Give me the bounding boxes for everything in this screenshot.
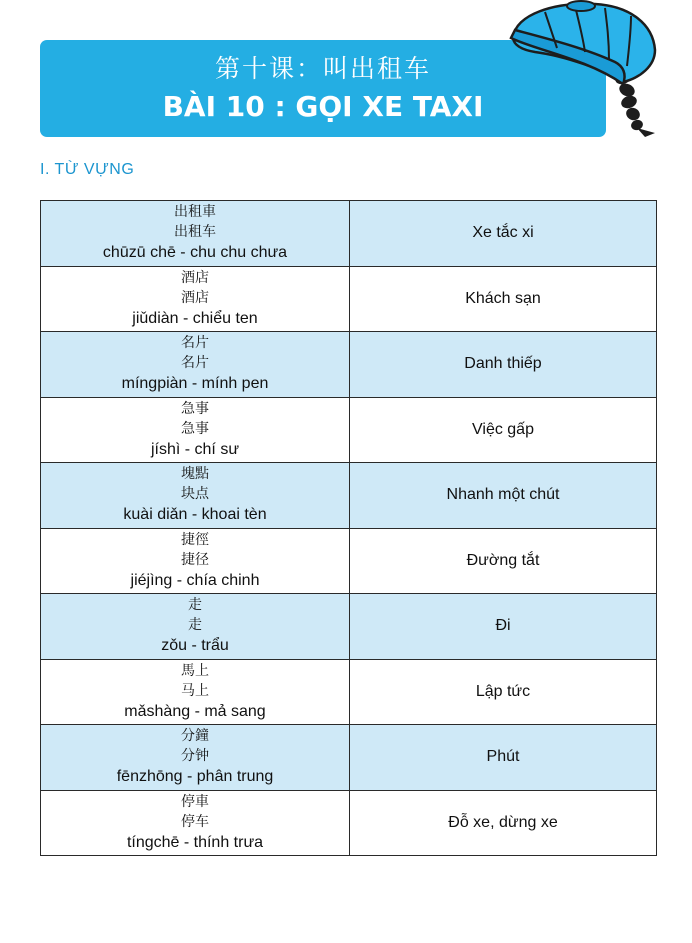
vocab-meaning-cell bbox=[350, 594, 657, 660]
vocab-row bbox=[41, 266, 657, 332]
vocab-term-cell bbox=[41, 725, 350, 791]
pinyin-pronunciation: jiǔdiàn - chiểu ten bbox=[132, 309, 258, 327]
lesson-title-vietnamese: BÀI 10 : GỌI XE TAXI bbox=[162, 90, 484, 123]
vocab-term-cell bbox=[41, 266, 350, 332]
simplified-chinese: 急事 bbox=[181, 420, 209, 437]
simplified-chinese: 马上 bbox=[181, 682, 209, 699]
simplified-chinese: 酒店 bbox=[181, 289, 209, 306]
vocab-term-cell bbox=[41, 594, 350, 660]
traditional-chinese: 捷徑 bbox=[181, 531, 209, 548]
traditional-chinese: 馬上 bbox=[181, 662, 209, 679]
vocab-term-cell bbox=[41, 332, 350, 398]
vocab-term-cell bbox=[41, 790, 350, 856]
vocab-term-cell bbox=[41, 463, 350, 529]
vocabulary-table bbox=[40, 200, 657, 856]
pinyin-pronunciation: míngpiàn - mính pen bbox=[121, 375, 269, 393]
vocab-row bbox=[41, 594, 657, 660]
section-heading-vocabulary: I. TỪ VỰNG bbox=[40, 161, 135, 178]
vocab-meaning-cell bbox=[350, 332, 657, 398]
vocab-row bbox=[41, 397, 657, 463]
vocab-meaning-cell bbox=[350, 725, 657, 791]
traditional-chinese: 停車 bbox=[181, 793, 209, 810]
traditional-chinese: 酒店 bbox=[181, 269, 209, 286]
vocab-meaning-cell bbox=[350, 528, 657, 594]
simplified-chinese: 块点 bbox=[181, 486, 209, 503]
pinyin-pronunciation: tíngchē - thính trưa bbox=[126, 833, 264, 851]
pinyin-pronunciation: mǎshàng - mả sang bbox=[124, 702, 266, 720]
vocab-meaning-cell bbox=[350, 659, 657, 725]
pinyin-pronunciation: zǒu - trẩu bbox=[161, 637, 229, 655]
pinyin-pronunciation: jiéjìng - chía chinh bbox=[130, 571, 260, 589]
simplified-chinese: 走 bbox=[188, 617, 202, 634]
lesson-title-chinese: 第十课：叫出租车 bbox=[214, 54, 431, 83]
simplified-chinese: 分钟 bbox=[181, 748, 209, 765]
vietnamese-meaning: Phút bbox=[486, 748, 520, 766]
vocab-term-cell bbox=[41, 201, 350, 267]
vietnamese-meaning: Việc gấp bbox=[472, 420, 534, 438]
vietnamese-meaning: Đỗ xe, dừng xe bbox=[448, 813, 558, 831]
vocab-meaning-cell bbox=[350, 790, 657, 856]
vocab-term-cell bbox=[41, 397, 350, 463]
vocab-meaning-cell bbox=[350, 397, 657, 463]
traditional-chinese: 出租車 bbox=[174, 204, 216, 221]
vocab-row bbox=[41, 528, 657, 594]
vietnamese-meaning: Đường tắt bbox=[466, 551, 540, 569]
vocab-meaning-cell bbox=[350, 266, 657, 332]
traditional-chinese: 名片 bbox=[181, 335, 209, 352]
traditional-chinese: 塊點 bbox=[181, 466, 209, 483]
simplified-chinese: 出租车 bbox=[174, 224, 216, 241]
vocab-meaning-cell bbox=[350, 463, 657, 529]
vocab-row bbox=[41, 332, 657, 398]
traditional-chinese: 急事 bbox=[181, 400, 209, 417]
simplified-chinese: 捷径 bbox=[181, 551, 209, 568]
vietnamese-meaning: Khách sạn bbox=[465, 289, 541, 307]
vietnamese-meaning: Đi bbox=[495, 617, 511, 635]
traditional-chinese: 分鐘 bbox=[181, 728, 209, 745]
vocab-term-cell bbox=[41, 528, 350, 594]
vietnamese-meaning: Xe tắc xi bbox=[472, 224, 534, 242]
traditional-chinese: 走 bbox=[188, 597, 202, 614]
vocab-row bbox=[41, 790, 657, 856]
vocab-row bbox=[41, 201, 657, 267]
vietnamese-meaning: Lập tức bbox=[475, 682, 531, 700]
vocab-row bbox=[41, 725, 657, 791]
pinyin-pronunciation: jíshì - chí sư bbox=[150, 440, 240, 458]
chinese-cap-with-braid-icon bbox=[505, 0, 665, 140]
vocab-meaning-cell bbox=[350, 201, 657, 267]
pinyin-pronunciation: chūzū chē - chu chu chưa bbox=[102, 244, 288, 262]
pinyin-pronunciation: kuài diǎn - khoai tèn bbox=[123, 506, 267, 524]
simplified-chinese: 名片 bbox=[181, 355, 209, 372]
pinyin-pronunciation: fēnzhōng - phân trung bbox=[116, 768, 274, 786]
vocab-row bbox=[41, 463, 657, 529]
simplified-chinese: 停车 bbox=[181, 813, 209, 830]
vietnamese-meaning: Nhanh một chút bbox=[446, 486, 560, 504]
vietnamese-meaning: Danh thiếp bbox=[464, 355, 542, 373]
vocab-term-cell bbox=[41, 659, 350, 725]
vocab-row bbox=[41, 659, 657, 725]
